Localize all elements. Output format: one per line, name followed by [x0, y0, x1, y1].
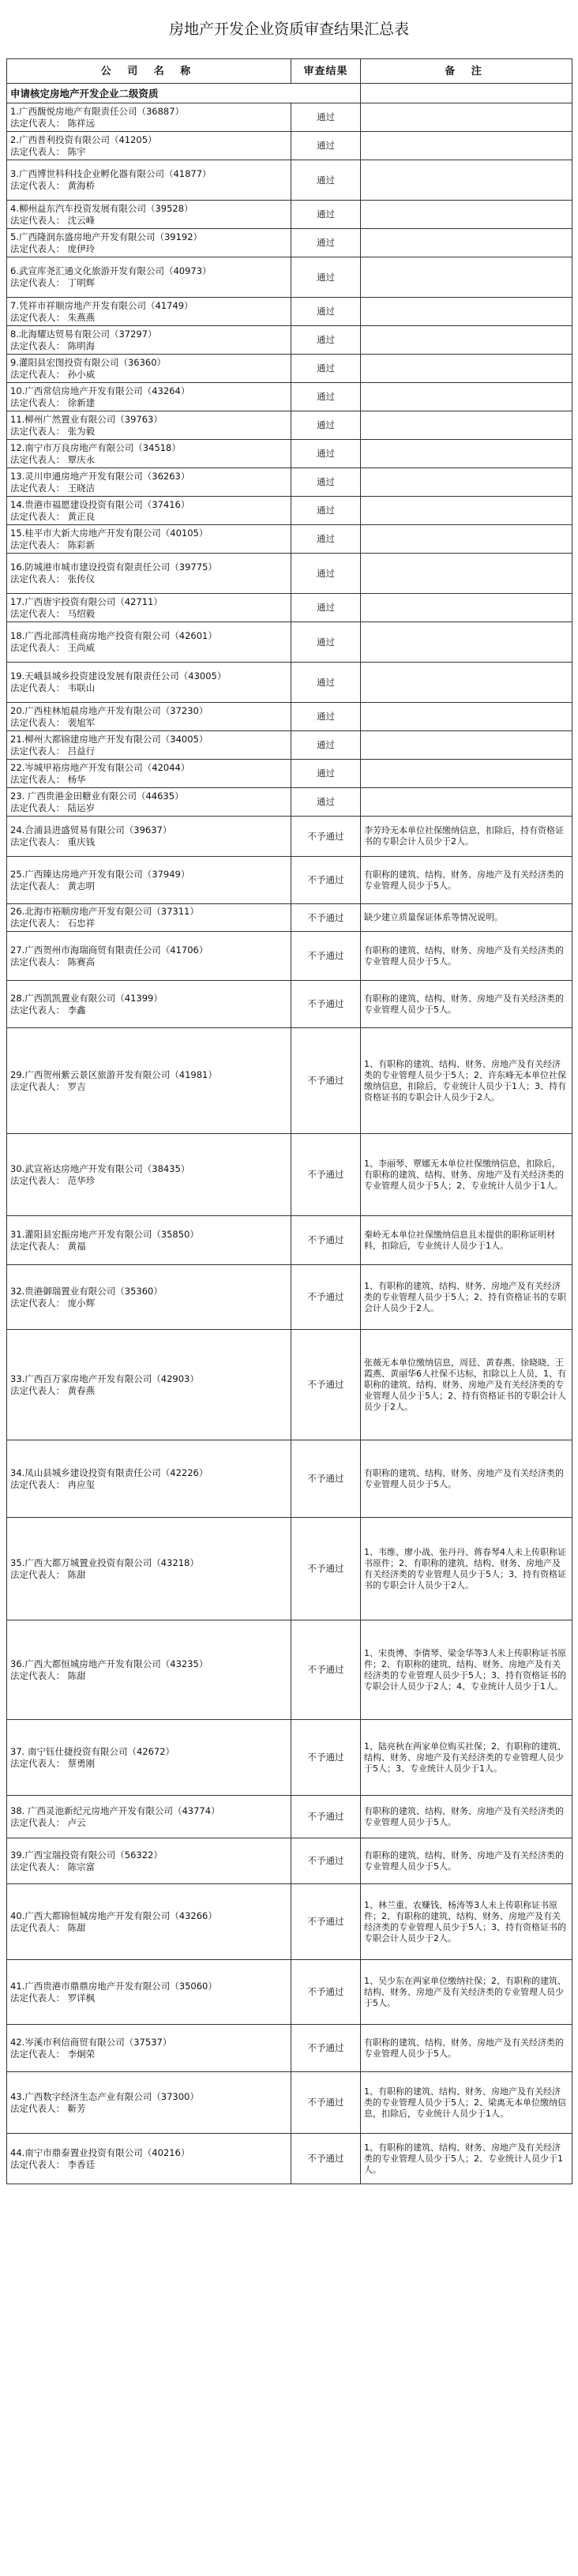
header-note: 备 注: [361, 59, 572, 84]
note-cell: 1、有职称的建筑、结构、财务、房地产及有关经济类的专业管理人员少于5人；2、持有资格证书的专职会计人员少于2人。: [361, 1265, 572, 1330]
note-cell: [361, 788, 572, 817]
legal-representative: 法定代表人： 石忠祥: [10, 918, 96, 929]
table-row: [7, 160, 572, 201]
company-cell: [7, 1330, 291, 1440]
company-name: 18.广西北部湾桂商房地产投资有限公司（42601）: [10, 630, 217, 641]
company-name: 8.北海耀达贸易有限公司（37297）: [10, 328, 157, 340]
result-cell: 通过: [291, 383, 361, 411]
section-note-cell: [361, 84, 572, 103]
table-row: [7, 663, 572, 703]
legal-representative: 法定代表人： 陈宗富: [10, 1861, 96, 1872]
result-cell: 通过: [291, 622, 361, 663]
result-cell: 通过: [291, 326, 361, 355]
company-cell: [7, 103, 291, 132]
result-cell: 不予通过: [291, 1720, 361, 1796]
note-cell: [361, 326, 572, 355]
note-cell: [361, 132, 572, 160]
note-cell: [361, 622, 572, 663]
legal-representative: 法定代表人： 王尚威: [10, 642, 96, 653]
note-cell: 有职称的建筑、结构、财务、房地产及有关经济类的专业管理人员少于5人。: [361, 2025, 572, 2072]
legal-representative: 法定代表人： 黄春燕: [10, 1384, 96, 1396]
table-row: [7, 1838, 572, 1884]
table-row: [7, 857, 572, 904]
result-cell: 不予通过: [291, 981, 361, 1028]
company-name: 7.凭祥市祥顺房地产开发有限公司（41749）: [10, 299, 193, 311]
legal-representative: 法定代表人： 靳芳: [10, 2102, 86, 2114]
note-cell: [361, 760, 572, 788]
company-name: 21.柳州大都锦建房地产开发有限公司（34005）: [10, 733, 208, 745]
company-cell: [7, 355, 291, 383]
company-cell: [7, 1216, 291, 1265]
page-title: 房地产开发企业资质审查结果汇总表: [168, 21, 409, 38]
company-cell: [7, 497, 291, 525]
section-title: 申请核定房地产开发企业二级资质: [7, 84, 361, 103]
result-cell: 通过: [291, 497, 361, 525]
result-cell: 通过: [291, 411, 361, 440]
company-cell: [7, 132, 291, 160]
company-name: 20.广西桂林旭晨房地产开发有限公司（37230）: [10, 704, 208, 716]
table-row: [7, 1330, 572, 1440]
table-row: [7, 355, 572, 383]
legal-representative: 法定代表人： 罗吉: [10, 1080, 86, 1092]
table-row: [7, 981, 572, 1028]
table-row: [7, 1440, 572, 1518]
note-cell: 1、陆亮秋在两家单位购买社保；2、有职称的建筑、结构、财务、房地产及有关经济类的专业管理人员少于5人；3、专业统计人员少于1人。: [361, 1720, 572, 1796]
table-row: [7, 2134, 572, 2184]
table-row: [7, 229, 572, 257]
legal-representative: 法定代表人： 黄海桥: [10, 180, 96, 191]
note-cell: 1、有职称的建筑、结构、财务、房地产及有关经济类的专业管理人员少于5人；2、许东峰无本单位社保缴纳信息，扣除后，专业统计人员少于1人；3、持有资格证书的专职会计人员少于2人。: [361, 1028, 572, 1134]
company-cell: [7, 1134, 291, 1216]
company-name: 35.广西大都万城置业投资有限公司（43218）: [10, 1556, 199, 1568]
company-name: 29.广西贺州紫云景区旅游开发有限公司（41981）: [10, 1068, 217, 1080]
company-name: 3.广西博世科科技企业孵化器有限公司（41877）: [10, 168, 212, 179]
result-cell: 通过: [291, 594, 361, 622]
company-cell: [7, 1518, 291, 1620]
company-cell: [7, 731, 291, 760]
table-row: [7, 411, 572, 440]
company-name: 4.柳州益东汽车投资发展有限公司（39528）: [10, 202, 193, 214]
result-cell: 通过: [291, 525, 361, 554]
result-cell: 通过: [291, 355, 361, 383]
company-name: 30.武宣裕达房地产开发有限公司（38435）: [10, 1162, 190, 1174]
note-cell: 李芳玲无本单位社保缴纳信息，扣除后，持有资格证书的专职会计人员少于2人。: [361, 817, 572, 857]
table-row: [7, 1216, 572, 1265]
table-row: [7, 525, 572, 554]
company-cell: [7, 703, 291, 731]
note-cell: 有职称的建筑、结构、财务、房地产及有关经济类的专业管理人员少于5人。: [361, 981, 572, 1028]
note-cell: [361, 440, 572, 468]
table-row: [7, 788, 572, 817]
legal-representative: 法定代表人： 马绍毅: [10, 607, 96, 619]
company-cell: [7, 383, 291, 411]
table-row: [7, 383, 572, 411]
result-cell: 不予通过: [291, 1620, 361, 1720]
company-cell: [7, 817, 291, 857]
legal-representative: 法定代表人： 覃庆永: [10, 453, 96, 465]
legal-representative: 法定代表人： 庞小辉: [10, 1297, 96, 1309]
result-cell: 不予通过: [291, 1134, 361, 1216]
legal-representative: 法定代表人： 黄志明: [10, 880, 96, 892]
result-cell: 通过: [291, 468, 361, 497]
note-cell: [361, 525, 572, 554]
legal-representative: 法定代表人： 陈赛高: [10, 956, 96, 967]
table-row: [7, 594, 572, 622]
header-result: 审查结果: [291, 59, 361, 84]
company-cell: [7, 857, 291, 904]
legal-representative: 法定代表人： 陈明海: [10, 340, 96, 351]
legal-representative: 法定代表人： 陈彩新: [10, 539, 96, 550]
table-row: [7, 932, 572, 981]
legal-representative: 法定代表人： 吕益行: [10, 745, 96, 757]
company-cell: [7, 1884, 291, 1960]
company-name: 38. 广西灵池新纪元房地产开发有限公司（43774）: [10, 1804, 220, 1816]
note-cell: 1、宋贵博、李倩琴、梁金华等3人未上传职称证书原件；2、有职称的建筑、结构、财务、房地产及有关经济类的专业管理人员少于5人；3、持有资格证书的专职会计人员少于2人；4、专业统计人员少于1人。: [361, 1620, 572, 1720]
note-cell: [361, 383, 572, 411]
legal-representative: 法定代表人： 张为毅: [10, 425, 96, 437]
company-name: 27.广西贺州市海瑞商贸有限责任公司（41706）: [10, 944, 208, 956]
note-cell: 1、韦维、廖小战、张丹丹、蒋春琴4人未上传职称证书原件；2、有职称的建筑、结构、财务、房地产及有关经济类的专业管理人员少于5人；3、持有资格证书的专职会计人员少于2人。: [361, 1518, 572, 1620]
company-name: 12.南宁市万良房地产有限公司（34518）: [10, 441, 181, 453]
table-row: [7, 1028, 572, 1134]
company-cell: [7, 622, 291, 663]
legal-representative: 法定代表人： 朱燕燕: [10, 311, 96, 323]
legal-representative: 法定代表人： 杨华: [10, 773, 86, 785]
company-cell: [7, 440, 291, 468]
result-cell: 不予通过: [291, 1518, 361, 1620]
table-row: [7, 1720, 572, 1796]
company-cell: [7, 298, 291, 326]
result-cell: 不予通过: [291, 2134, 361, 2184]
legal-representative: 法定代表人： 沈云峰: [10, 214, 96, 226]
company-cell: [7, 160, 291, 201]
company-name: 31.灌阳县宏振房地产开发有限公司（35850）: [10, 1228, 199, 1240]
table-row: [7, 1620, 572, 1720]
legal-representative: 法定代表人： 陈甜: [10, 1568, 86, 1580]
note-cell: 1、李丽琴、覃娜无本单位社保缴纳信息，扣除后，有职称的建筑、结构、财务、房地产及有关经济类的专业管理人员少于5人；2、专业统计人员少于1人。: [361, 1134, 572, 1216]
result-cell: 不予通过: [291, 1440, 361, 1518]
company-cell: [7, 229, 291, 257]
results-table: [6, 58, 572, 2184]
table-row: [7, 257, 572, 298]
table-row: [7, 298, 572, 326]
result-cell: 不予通过: [291, 904, 361, 932]
note-cell: [361, 731, 572, 760]
company-cell: [7, 2025, 291, 2072]
note-cell: 1、有职称的建筑、结构、财务、房地产及有关经济类的专业管理人员少于5人；2、专业统计人员少于1人。: [361, 2134, 572, 2184]
table-row: [7, 1265, 572, 1330]
note-cell: 有职称的建筑、结构、财务、房地产及有关经济类的专业管理人员少于5人。: [361, 1440, 572, 1518]
company-name: 23. 广西贵港金田糖业有限公司（44635）: [10, 790, 184, 802]
legal-representative: 法定代表人： 黄正良: [10, 510, 96, 522]
result-cell: 不予通过: [291, 1028, 361, 1134]
company-cell: [7, 1440, 291, 1518]
result-cell: 通过: [291, 760, 361, 788]
result-cell: 不予通过: [291, 1330, 361, 1440]
legal-representative: 法定代表人： 范华珍: [10, 1174, 96, 1186]
legal-representative: 法定代表人： 陈甜: [10, 1669, 86, 1681]
company-cell: [7, 981, 291, 1028]
company-name: 25.广西臻达房地产开发有限公司（37949）: [10, 868, 190, 880]
legal-representative: 法定代表人： 陆运岁: [10, 802, 96, 813]
legal-representative: 法定代表人： 陈祥远: [10, 117, 96, 129]
header-company: 公 司 名 称: [7, 59, 291, 84]
company-name: 43.广西数字经济生态产业有限公司（37300）: [10, 2090, 199, 2102]
company-name: 15.桂平市大新大房地产开发有限公司（40105）: [10, 527, 208, 539]
note-cell: [361, 298, 572, 326]
result-cell: 通过: [291, 703, 361, 731]
note-cell: [361, 663, 572, 703]
company-cell: [7, 1620, 291, 1720]
company-name: 44.南宁市鼎泰置业投资有限公司（40216）: [10, 2146, 190, 2158]
legal-representative: 法定代表人： 韦联山: [10, 682, 96, 693]
legal-representative: 法定代表人： 罗详枫: [10, 1992, 96, 2003]
result-cell: 通过: [291, 201, 361, 229]
note-cell: [361, 229, 572, 257]
company-cell: [7, 760, 291, 788]
table-row: [7, 904, 572, 932]
table-row: [7, 731, 572, 760]
result-cell: 通过: [291, 731, 361, 760]
note-cell: 1、有职称的建筑、结构、财务、房地产及有关经济类的专业管理人员少于5人；2、梁离无本单位缴纳信息，扣除后，专业统计人员少于1人。: [361, 2072, 572, 2134]
table-row: [7, 201, 572, 229]
company-name: 5.广西隆润东盛房地产开发有限公司（39192）: [10, 231, 203, 242]
note-cell: [361, 554, 572, 594]
table-row: [7, 703, 572, 731]
note-cell: [361, 594, 572, 622]
result-cell: 通过: [291, 132, 361, 160]
result-cell: 不予通过: [291, 1960, 361, 2025]
legal-representative: 法定代表人： 李香廷: [10, 2158, 96, 2170]
company-name: 19.天峨县城乡投资建设发展有限责任公司（43005）: [10, 670, 227, 682]
table-row: [7, 817, 572, 857]
company-cell: [7, 788, 291, 817]
table-row: [7, 132, 572, 160]
note-cell: [361, 160, 572, 201]
result-cell: 通过: [291, 257, 361, 298]
company-cell: [7, 1720, 291, 1796]
company-name: 1.广西馥悦房地产有限责任公司（36887）: [10, 105, 185, 117]
company-cell: [7, 663, 291, 703]
company-cell: [7, 326, 291, 355]
note-cell: [361, 355, 572, 383]
table-row: [7, 554, 572, 594]
table-row: [7, 1518, 572, 1620]
note-cell: 有职称的建筑、结构、财务、房地产及有关经济类的专业管理人员少于5人。: [361, 1838, 572, 1884]
company-name: 24.合浦县进盛贸易有限公司（39637）: [10, 824, 172, 836]
company-name: 6.武宣库尧汇通文化旅游开发有限公司（40973）: [10, 265, 212, 276]
note-cell: [361, 497, 572, 525]
table-row: [7, 760, 572, 788]
company-name: 11.柳州广然置业有限公司（39763）: [10, 413, 163, 425]
company-cell: [7, 201, 291, 229]
company-cell: [7, 1838, 291, 1884]
note-cell: 缺少建立质量保证体系等情况说明。: [361, 904, 572, 932]
legal-representative: 法定代表人： 陈宇: [10, 145, 86, 157]
company-cell: [7, 257, 291, 298]
legal-representative: 法定代表人： 庞伊玲: [10, 242, 96, 254]
note-cell: [361, 257, 572, 298]
company-name: 26.北海市裕顺房地产开发有限公司（37311）: [10, 906, 199, 917]
note-cell: 有职称的建筑、结构、财务、房地产及有关经济类的专业管理人员少于5人。: [361, 932, 572, 981]
table-row: [7, 468, 572, 497]
table-row: [7, 103, 572, 132]
result-cell: 通过: [291, 554, 361, 594]
table-row: [7, 497, 572, 525]
result-cell: 不予通过: [291, 817, 361, 857]
table-row: [7, 1134, 572, 1216]
company-name: 34.凤山县城乡建设投资有限责任公司（42226）: [10, 1466, 208, 1478]
legal-representative: 法定代表人： 重庆钱: [10, 836, 96, 847]
header-row: [7, 59, 572, 84]
result-cell: 通过: [291, 440, 361, 468]
legal-representative: 法定代表人： 蔡勇刚: [10, 1757, 96, 1769]
company-name: 40.广西大都锦恒城房地产开发有限公司（43266）: [10, 1909, 217, 1921]
company-name: 36.广西大都恒城房地产开发有限公司（43235）: [10, 1658, 208, 1669]
company-name: 37. 南宁钰仕捷投资有限公司（42672）: [10, 1745, 175, 1757]
result-cell: 不予通过: [291, 2025, 361, 2072]
legal-representative: 法定代表人： 孙小威: [10, 368, 96, 380]
table-row: [7, 440, 572, 468]
company-cell: [7, 411, 291, 440]
table-row: [7, 2025, 572, 2072]
company-cell: [7, 2134, 291, 2184]
note-cell: [361, 468, 572, 497]
company-name: 33.广西百万家房地产开发有限公司（42903）: [10, 1372, 199, 1384]
result-cell: 不予通过: [291, 1884, 361, 1960]
company-cell: [7, 1796, 291, 1838]
result-cell: 通过: [291, 788, 361, 817]
legal-representative: 法定代表人： 王晓洁: [10, 482, 96, 494]
result-cell: 通过: [291, 103, 361, 132]
result-cell: 不予通过: [291, 2072, 361, 2134]
table-row: [7, 326, 572, 355]
note-cell: 1、林兰重、农赚钱、杨涛等3人未上传职称证书原件；2、有职称的建筑、结构、财务、房地产及有关经济类的专业管理人员少于5人；3、持有资格证书的专职会计人员少于2人。: [361, 1884, 572, 1960]
table-row: [7, 1960, 572, 2025]
company-cell: [7, 1028, 291, 1134]
legal-representative: 法定代表人： 陈甜: [10, 1921, 86, 1933]
company-cell: [7, 1265, 291, 1330]
result-cell: 通过: [291, 298, 361, 326]
note-cell: 有职称的建筑、结构、财务、房地产及有关经济类的专业管理人员少于5人。: [361, 857, 572, 904]
note-cell: 有职称的建筑、结构、财务、房地产及有关经济类的专业管理人员少于5人。: [361, 1796, 572, 1838]
legal-representative: 法定代表人： 丁明辉: [10, 277, 96, 288]
company-cell: [7, 594, 291, 622]
company-name: 42.岑溪市利信商贸有限公司（37537）: [10, 2036, 172, 2048]
note-cell: 秦岭无本单位社保缴纳信息且未提供的职称证明材料，扣除后，专业统计人员少于1人。: [361, 1216, 572, 1265]
company-cell: [7, 554, 291, 594]
company-name: 17.广西唐宇投资有限公司（42711）: [10, 595, 163, 607]
company-name: 2.广西普利投资有限公司（41205）: [10, 133, 157, 145]
company-cell: [7, 525, 291, 554]
legal-representative: 法定代表人： 李鑫: [10, 1004, 86, 1016]
company-cell: [7, 2072, 291, 2134]
result-cell: 通过: [291, 663, 361, 703]
result-cell: 不予通过: [291, 1265, 361, 1330]
legal-representative: 法定代表人： 徐新建: [10, 396, 96, 408]
note-cell: [361, 703, 572, 731]
company-cell: [7, 904, 291, 932]
legal-representative: 法定代表人： 冉应玺: [10, 1478, 96, 1490]
company-cell: [7, 1960, 291, 2025]
company-cell: [7, 932, 291, 981]
legal-representative: 法定代表人： 卢云: [10, 1816, 86, 1828]
result-cell: 通过: [291, 160, 361, 201]
table-row: [7, 1796, 572, 1838]
result-cell: 不予通过: [291, 932, 361, 981]
result-cell: 不予通过: [291, 857, 361, 904]
company-cell: [7, 468, 291, 497]
legal-representative: 法定代表人： 黄福: [10, 1240, 86, 1252]
legal-representative: 法定代表人： 裴旭军: [10, 716, 96, 728]
note-cell: [361, 103, 572, 132]
company-name: 14.贵港市福愿建设投资有限公司（37416）: [10, 498, 190, 510]
section-row: [7, 84, 572, 103]
table-row: [7, 2072, 572, 2134]
note-cell: 张薇无本单位缴纳信息，周廷、黄春燕、徐晓晓、王霞燕、黄丽华6人社保不达标，扣除以上人员，1、有职称的建筑、结构、财务、房地产及有关经济类的专业管理人员少于5人；2、持有资格证书的专职会计人员少于2人。: [361, 1330, 572, 1440]
company-name: 10.广西常信房地产开发有限公司（43264）: [10, 385, 190, 396]
company-name: 39.广西宝瑞投资有限公司（56322）: [10, 1849, 163, 1861]
result-cell: 不予通过: [291, 1796, 361, 1838]
legal-representative: 法定代表人： 李炯荣: [10, 2048, 96, 2060]
company-name: 32.贵港御瑞置业有限公司（35360）: [10, 1285, 163, 1297]
company-name: 41.广西贵港市鼎鼎房地产开发有限公司（35060）: [10, 1980, 217, 1992]
result-cell: 不予通过: [291, 1216, 361, 1265]
table-row: [7, 1884, 572, 1960]
company-name: 22.岑城甲裕房地产开发有限公司（42044）: [10, 761, 190, 773]
result-cell: 通过: [291, 229, 361, 257]
note-cell: [361, 201, 572, 229]
note-cell: [361, 411, 572, 440]
company-name: 9.灌阳县宏图投资有限公司（36360）: [10, 356, 167, 368]
note-cell: 1、吴少东在两家单位缴纳社保；2、有职称的建筑、结构、财务、房地产及有关经济类的专业管理人员少于5人。: [361, 1960, 572, 2025]
company-name: 13.灵川申通房地产开发有限公司（36263）: [10, 470, 190, 482]
company-name: 28.广西凯凯置业有限公司（41399）: [10, 992, 163, 1004]
company-name: 16.防城港市城市建设投资有限责任公司（39775）: [10, 561, 217, 573]
result-cell: 不予通过: [291, 1838, 361, 1884]
table-row: [7, 622, 572, 663]
legal-representative: 法定代表人： 张传仪: [10, 573, 96, 584]
